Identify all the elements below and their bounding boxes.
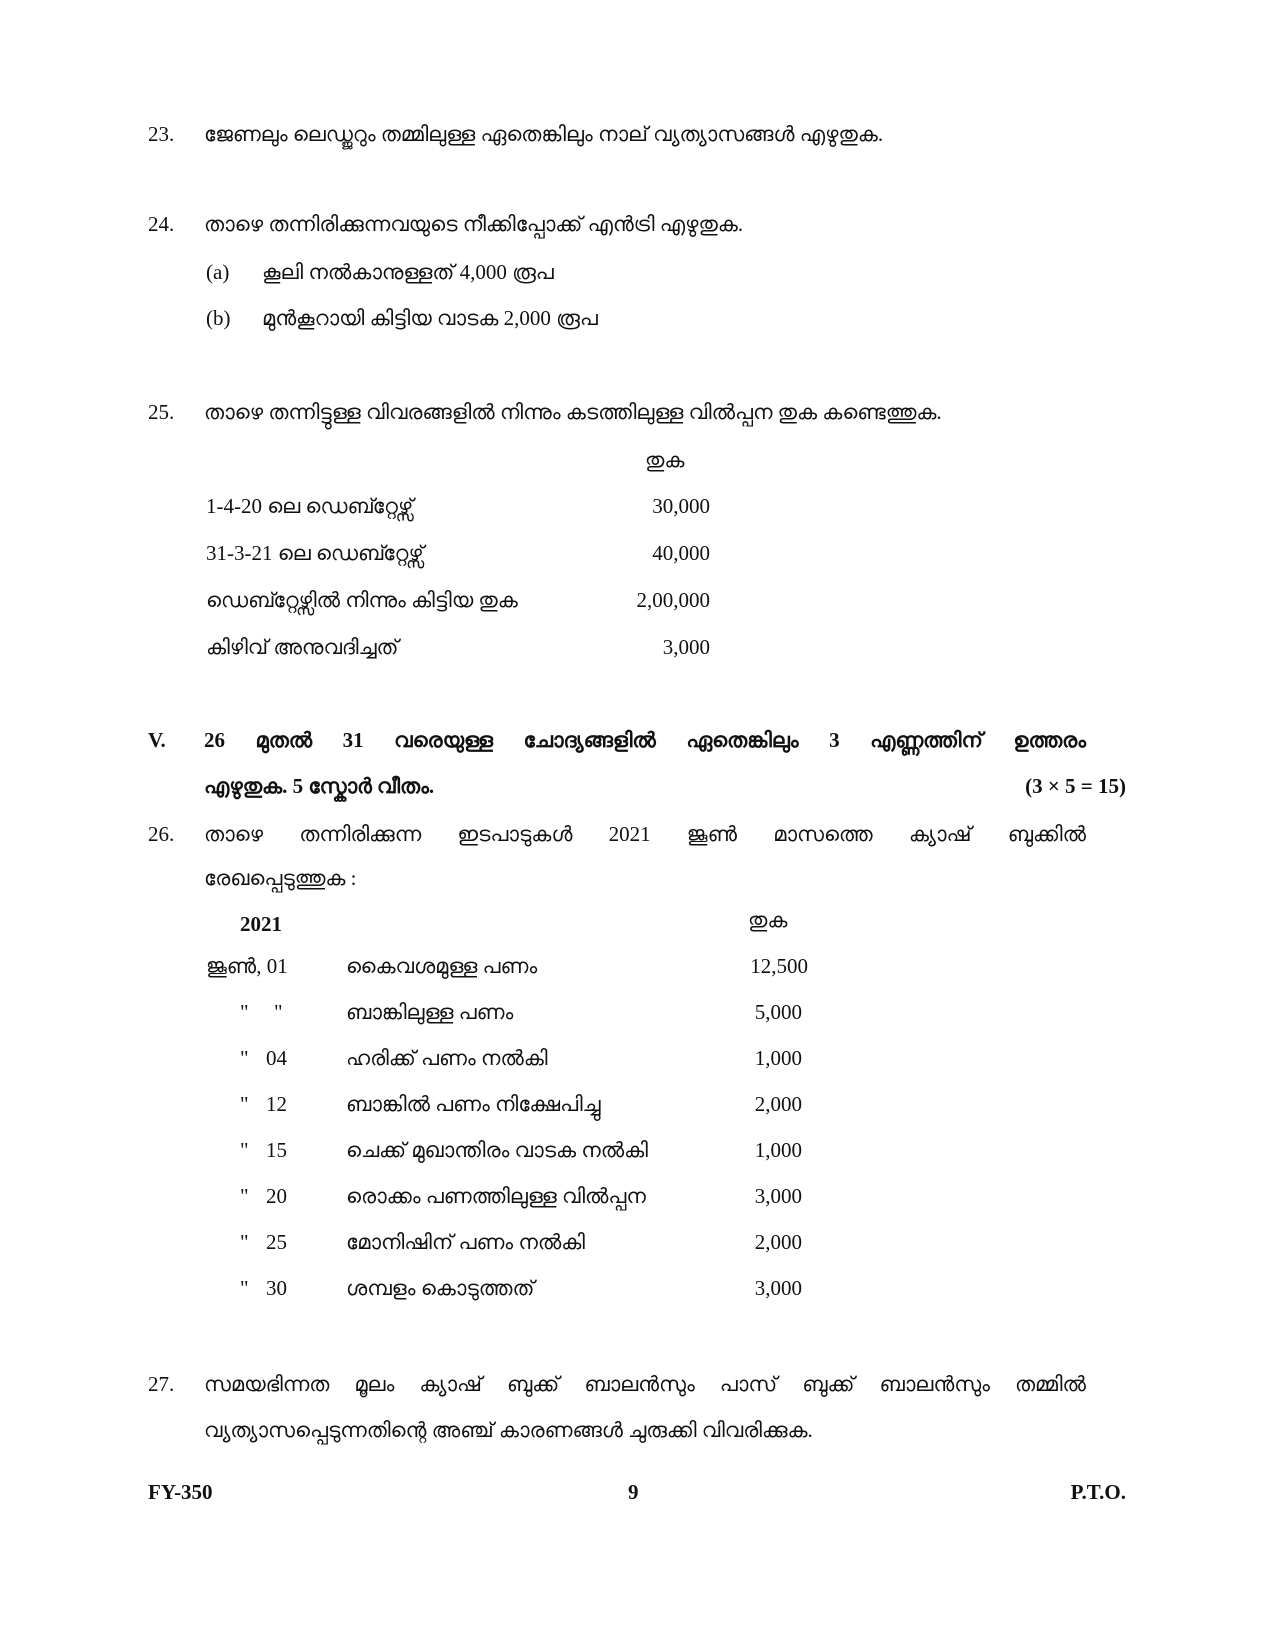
question-text-line-1 [204,1372,1086,1397]
description-cell: ബാങ്കിൽ പണം നിക്ഷേപിച്ചു [346,1092,601,1116]
table-row-label: 31-3-21 ലെ ഡെബ്റ്റേഴ്സ് [206,541,424,565]
question-text-line-2: വ്യത്യാസപ്പെടുന്നതിന്റെ അഞ്ച് കാരണങ്ങൾ ചുരുക്കി വിവരിക്കുക. [204,1418,813,1442]
word: ബാലൻസും [879,1372,990,1396]
word: 26 [204,728,225,752]
paper-code: FY-350 [148,1480,213,1504]
table-row-amount: 2,00,000 [636,588,710,612]
sub-item-text: മുൻകൂറായി കിട്ടിയ വാടക 2,000 രൂപ [262,306,598,330]
table-row-label: 1-4-20 ലെ ഡെബ്റ്റേഴ്സ് [206,494,414,518]
word: തന്നിരിക്കുന്ന [299,822,422,846]
word: ക്യാഷ് [419,1372,483,1396]
amount-cell: 5,000 [754,1000,802,1024]
section-instruction-line-1 [204,728,1086,753]
ditto-mark: " [240,1092,249,1116]
sub-item-text: കൂലി നൽകാനുള്ളത് 4,000 രൂപ [262,260,554,284]
ditto-mark: " [240,1230,249,1254]
ditto-mark: " [274,1000,283,1024]
amount-cell: 3,000 [754,1276,802,1300]
question-number: 25. [148,400,175,424]
sub-item-label: (b) [206,306,231,330]
year-header: 2021 [240,912,282,936]
question-number: 27. [148,1372,175,1396]
amount-header: തുക [748,908,788,932]
question-text: താഴെ തന്നിരിക്കുന്നവയുടെ നീക്കിപ്പോക്ക് എൻട്രി എഴുതുക. [204,212,744,236]
word: ഏതെങ്കിലും [686,728,799,752]
word: താഴെ [204,822,264,846]
section-number: V. [148,728,166,752]
description-cell: രൊക്കം പണത്തിലുള്ള വിൽപ്പന [346,1184,646,1208]
question-text-line-1 [204,822,1086,847]
word: പാസ് [719,1372,778,1396]
word: 31 [342,728,364,752]
date-day: 25 [266,1230,287,1254]
description-cell: കൈവശമുള്ള പണം [346,954,538,978]
amount-cell: 1,000 [754,1138,802,1162]
question-text: താഴെ തന്നിട്ടുള്ള വിവരങ്ങളിൽ നിന്നും കടത്തിലുള്ള വിൽപ്പന തുക കണ്ടെത്തുക. [204,400,942,424]
description-cell: മോനിഷിന് പണം നൽകി [346,1230,585,1254]
word: സമയഭിന്നത [204,1372,330,1396]
ditto-mark: " [240,1276,249,1300]
question-number: 23. [148,122,175,146]
ditto-mark: " [240,1000,249,1024]
date-cell: ജൂൺ, 01 [206,954,288,978]
date-day: 30 [266,1276,287,1300]
word: എണ്ണത്തിന് [870,728,983,752]
word: തമ്മിൽ [1014,1372,1086,1396]
amount-cell: 2,000 [754,1092,802,1116]
sub-item-label: (a) [206,260,230,284]
description-cell: ചെക്ക് മുഖാന്തിരം വാടക നൽകി [346,1138,648,1162]
table-row-amount: 30,000 [652,494,710,518]
ditto-mark: " [240,1046,249,1070]
table-row-label: ഡെബ്റ്റേഴ്സിൽ നിന്നും കിട്ടിയ തുക [206,588,518,612]
amount-cell: 2,000 [754,1230,802,1254]
word: ചോദ്യങ്ങളിൽ [523,728,656,752]
word: ഉത്തരം [1013,728,1086,752]
word: ബുക്ക് [802,1372,855,1396]
word: വരെയുള്ള [394,728,494,752]
word: ബുക്ക് [507,1372,560,1396]
word: മൂലം [354,1372,395,1396]
description-cell: ശമ്പളം കൊടുത്തത് [346,1276,535,1300]
word: മുതൽ [255,728,313,752]
word: ഇടപാടുകൾ [457,822,573,846]
ditto-mark: " [240,1138,249,1162]
description-cell: ഹരിക്ക് പണം നൽകി [346,1046,548,1070]
table-row-amount: 40,000 [652,541,710,565]
question-text: ജേണലും ലെഡ്ജറും തമ്മിലുള്ള ഏതെങ്കിലും നാല് വ്യത്യാസങ്ങൾ എഴുതുക. [204,122,884,146]
amount-header: തുക [645,448,685,472]
question-number: 26. [148,822,175,846]
word: 2021 [608,822,651,846]
description-cell: ബാങ്കിലുള്ള പണം [346,1000,514,1024]
word: ക്യാഷ് [908,822,972,846]
question-text-line-2: രേഖപ്പെടുത്തുക : [204,866,357,890]
word: ജൂൺ [686,822,738,846]
date-day: 15 [266,1138,287,1162]
question-number: 24. [148,212,175,236]
date-day: 04 [266,1046,287,1070]
amount-cell: 1,000 [754,1046,802,1070]
please-turn-over: P.T.O. [1070,1480,1126,1504]
word: മാസത്തെ [773,822,873,846]
word: 3 [829,728,840,752]
word: ബാലൻസും [584,1372,695,1396]
amount-cell: 3,000 [754,1184,802,1208]
date-day: 20 [266,1184,287,1208]
section-marks: (3 × 5 = 15) [1025,774,1126,798]
table-row-amount: 3,000 [662,635,710,659]
ditto-mark: " [240,1184,249,1208]
amount-cell: 12,500 [750,954,808,978]
page-number: 9 [628,1480,639,1504]
table-row-label: കിഴിവ് അനുവദിച്ചത് [206,635,399,659]
section-instruction-line-2: എഴുതുക. 5 സ്കോർ വീതം. [204,774,435,798]
word: ബുക്കിൽ [1007,822,1086,846]
date-day: 12 [266,1092,287,1116]
